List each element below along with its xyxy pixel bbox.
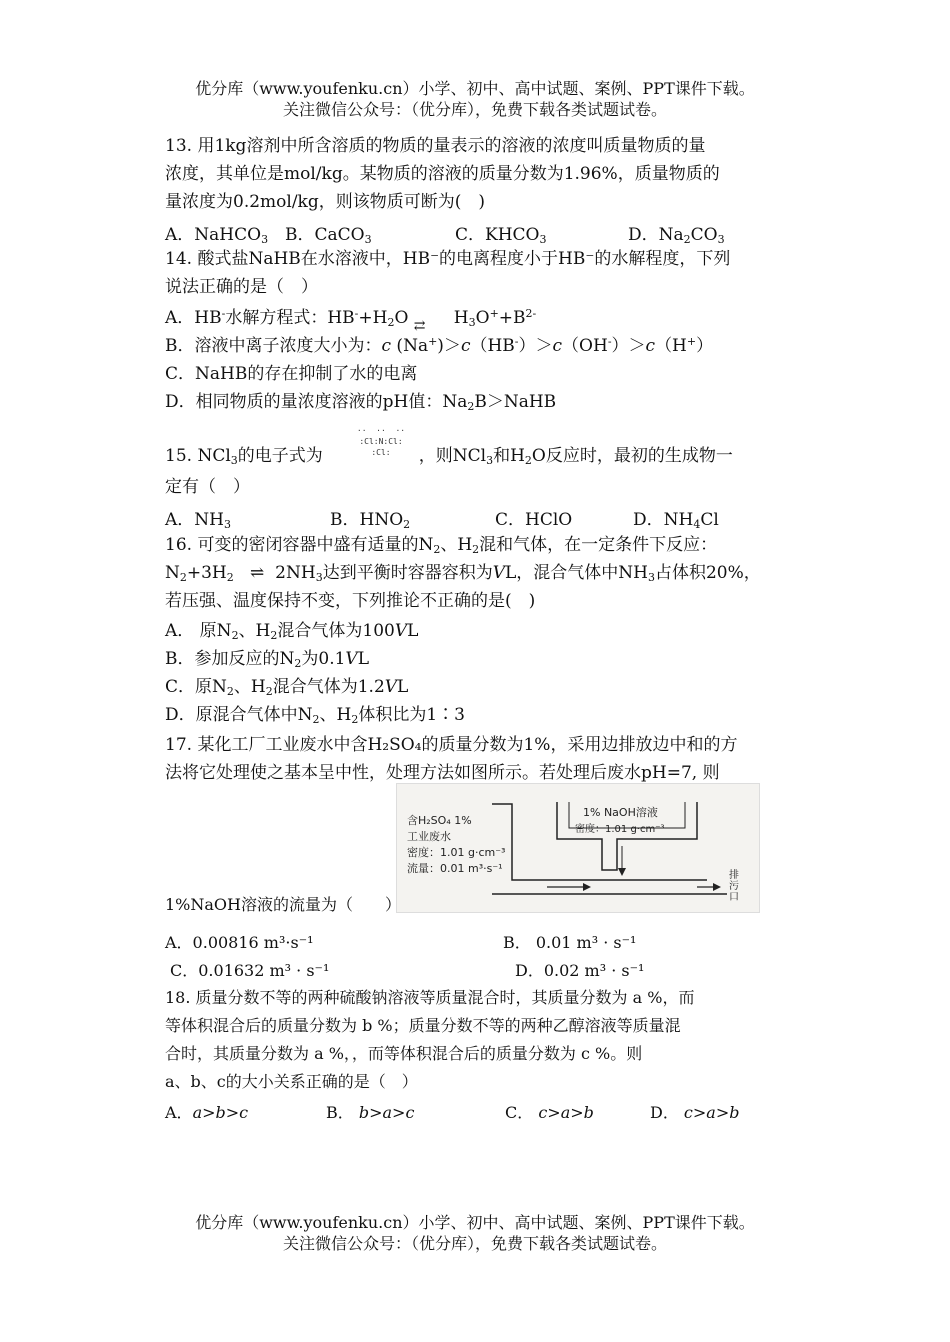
q14-option-b: B．溶液中离子浓度大小为：c (Na+)＞c（HB-）＞c（OH-）＞c（H+）: [165, 335, 714, 356]
diagram-label-density-left: 密度：1.01 g·cm⁻³: [407, 846, 506, 859]
q13-option-d: D．$Na_2CO_3$: [628, 225, 725, 246]
q17-line-3: 1%NaOH溶液的流量为（ ）: [165, 895, 401, 914]
q16-line-3: 若压强、温度保持不变，下列推论不正确的是( ): [165, 591, 536, 611]
q16-line-1: 16. 可变的密闭容器中盛有适量的$N_2$、$H_2$混和气体，在一定条件下反应：: [165, 535, 718, 556]
q15-option-c: C．HClO: [495, 510, 573, 530]
q18-line-2: 等体积混合后的质量分数为 b %；质量分数不等的两种乙醇溶液等质量混: [165, 1016, 681, 1035]
q13-line-2: 浓度，其单位是mol/kg。某物质的溶液的质量分数为1.96%，质量物质的: [165, 164, 720, 184]
ncl3-lewis-structure-icon: ·· ·· ·· :Cl:N:Cl: :Cl:: [356, 426, 406, 457]
diagram-label-outlet: [729, 870, 739, 903]
diagram-label-naoh: 1% NaOH溶液: [583, 806, 658, 819]
q18-option-b: B． b>a>c: [326, 1103, 415, 1122]
q17-option-d: D．0.02 m³ · s⁻¹: [515, 961, 645, 980]
q17-option-c: C．0.01632 m³ · s⁻¹: [170, 961, 330, 980]
q13-line-1: 13. 用1kg溶剂中所含溶质的物质的量表示的溶液的浓度叫质量物质的量: [165, 136, 706, 156]
q18-option-d: D． c>a>b: [650, 1103, 740, 1122]
q13-line-3: 量浓度为0.2mol/kg，则该物质可断为( ): [165, 192, 486, 212]
diagram-label-density-right: 密度：1.01 g·cm⁻³: [575, 824, 665, 835]
q15-line-2: 定有（ ）: [165, 477, 250, 497]
q18-line-1: 18. 质量分数不等的两种硫酸钠溶液等质量混合时，其质量分数为 a %，而: [165, 988, 695, 1007]
q14-line-2: 说法正确的是（ ）: [165, 277, 318, 297]
diagram-label-wastewater: 工业废水: [407, 830, 451, 843]
q15-line-1: 15. NCl$_3$的电子式为 ，则NCl$_3$和$H_2O$反应时，最初的生成物一: [165, 446, 733, 467]
outlet-char-2: 污: [729, 881, 739, 892]
q15-option-b: B．$HNO_2$: [330, 510, 411, 531]
footer-line-1: 优分库（www.youfenku.cn）小学、初中、高中试题、案例、PPT课件下载。: [195, 1213, 755, 1232]
q15-option-a: A．$NH_3$: [165, 510, 231, 531]
header-line-2: 关注微信公众号：（优分库），免费下载各类试题试卷。: [282, 100, 667, 119]
header-line-1: 优分库（www.youfenku.cn）小学、初中、高中试题、案例、PPT课件下载。: [195, 79, 755, 98]
footer-line-2: 关注微信公众号：（优分库），免费下载各类试题试卷。: [282, 1234, 667, 1253]
q16-option-c: C．原$N_2$、$H_2$混合气体为1.2VL: [165, 677, 409, 698]
wastewater-treatment-diagram: [396, 783, 760, 913]
q13-option-a: A．NaHCO$_3$: [165, 225, 269, 246]
q14-option-d: D．相同物质的量浓度溶液的pH值：$Na_2B>NaHB$: [165, 392, 557, 413]
q18-option-c: C． c>a>b: [505, 1103, 594, 1122]
outlet-char-3: 口: [729, 892, 739, 903]
q17-option-a: A．0.00816 m³·s⁻¹: [165, 933, 314, 952]
q14-line-1: 14. 酸式盐NaHB在水溶液中，HB⁻的电离程度小于HB⁻的水解程度，下列: [165, 249, 731, 269]
q17-option-b: B． 0.01 m³ · s⁻¹: [503, 933, 637, 952]
q16-line-2: $N_2+3H_2$ ⇌ $2NH_3$达到平衡时容器容积为VL，混合气体中$NH_3$占体积20%，: [165, 563, 761, 584]
q13-option-b: B．CaCO$_3$: [285, 225, 372, 246]
q17-line-1: 17. 某化工厂工业废水中含H₂SO₄的质量分数为1%，采用边排放边中和的方: [165, 735, 738, 755]
q13-option-c: C．$KHCO_3$: [455, 225, 547, 246]
diagram-label-acid: 含H₂SO₄ 1%: [407, 814, 472, 827]
q14-option-c: C．NaHB的存在抑制了水的电离: [165, 364, 418, 384]
q18-line-3: 合时，其质量分数为 a %，，而等体积混合后的质量分数为 c %。则: [165, 1044, 643, 1063]
diagram-label-flow: 流量：0.01 m³·s⁻¹: [407, 862, 503, 875]
q18-line-4: a、b、c的大小关系正确的是（ ）: [165, 1072, 418, 1091]
q17-line-2: 法将它处理使之基本呈中性，处理方法如图所示。若处理后废水pH=7, 则: [165, 763, 720, 783]
outlet-char-1: 排: [729, 870, 739, 881]
q16-option-b: B．参加反应的$N_2$为0.1VL: [165, 649, 369, 670]
q15-option-d: D．$NH_4Cl$: [633, 510, 719, 531]
q16-option-d: D．原混合气体中$N_2$、$H_2$体积比为1∶3: [165, 705, 465, 726]
q16-option-a: A． 原$N_2$、$H_2$混合气体为100VL: [165, 621, 419, 642]
q14-option-a: A．HB-水解方程式：$HB^-+H_2O$ ⇄ $H_3O^++B^{2-}$: [165, 307, 537, 334]
q18-option-a: A．a>b>c: [165, 1103, 249, 1122]
